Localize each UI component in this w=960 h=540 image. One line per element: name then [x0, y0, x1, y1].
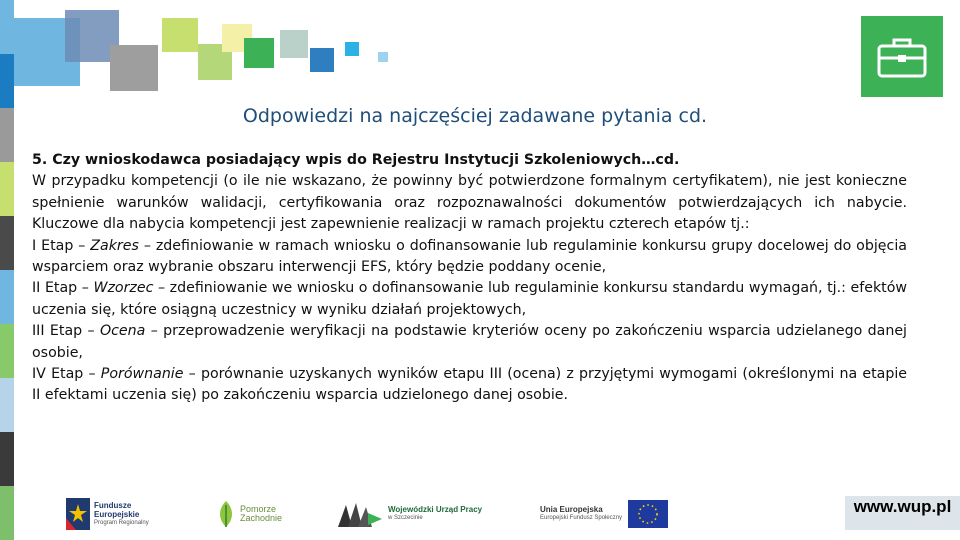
paragraph-stage-1: I Etap – Zakres – zdefiniowanie w ramach wniosku o dofinansowanie lub regulaminie konkursu grupy docelowej do objęcia wsparciem oraz wybranie obszaru interwencji EFS, który będzie poddany ocenie,	[32, 237, 907, 276]
briefcase-icon	[861, 16, 943, 97]
pomorze-zachodnie-logo: Pomorze Zachodnie	[216, 494, 282, 534]
briefcase-tile	[861, 16, 943, 97]
paragraph-stage-2: II Etap – Wzorzec – zdefiniowanie we wniosku o dofinansowanie lub regulaminie konkursu standardu wymagań, tj.: efektów uczenia się, które osiągną uczestnicy w wyniku działań projektowych,	[32, 280, 908, 318]
wup-emblem-icon	[338, 499, 384, 529]
side-color-strip	[0, 0, 14, 540]
wup-logo: Wojewódzki Urząd Pracy w Szczecinie	[338, 494, 482, 534]
question-text: 5. Czy wnioskodawca posiadający wpis do Rejestru Instytucji Szkoleniowych…cd.	[32, 152, 680, 168]
answer-content	[32, 150, 907, 407]
footer-url[interactable]: www.wup.pl	[845, 496, 960, 530]
page-title: Odpowiedzi na najczęściej zadawane pytania cd.	[242, 105, 708, 127]
unia-europejska-logo: Unia Europejska Europejski Fundusz Społeczny	[540, 494, 668, 534]
eu-flag-icon	[628, 500, 668, 528]
paragraph-stage-3: III Etap – Ocena – przeprowadzenie weryfikacji na podstawie kryteriów oceny po zakończeniu wsparcia udzielanego danej osobie,	[32, 323, 907, 361]
paragraph-stage-4: IV Etap – Porównanie – porównanie uzyskanych wyników etapu III (ocena) z przyjętymi wymogami (określonymi na etapie II efektami uczenia się) po zakończeniu wsparcia udzielonego danej osobie.	[32, 366, 907, 404]
leaf-icon	[216, 499, 236, 529]
paragraph-intro: W przypadku kompetencji (o ile nie wskazano, że powinny być potwierdzone formalnym certyfikatem), nie jest konieczne spełnienie warunków walidacji, certyfikowania oraz rozpoznawalności dokumentów potwierdzających ich nabycie. Kluczowe dla nabycia kompetencji jest zapewnienie realizacji w ramach projektu czterech etapów tj.:	[32, 173, 907, 233]
fe-star-icon	[66, 498, 90, 530]
fundusze-europejskie-logo: Fundusze Europejskie Program Regionalny	[66, 494, 149, 534]
